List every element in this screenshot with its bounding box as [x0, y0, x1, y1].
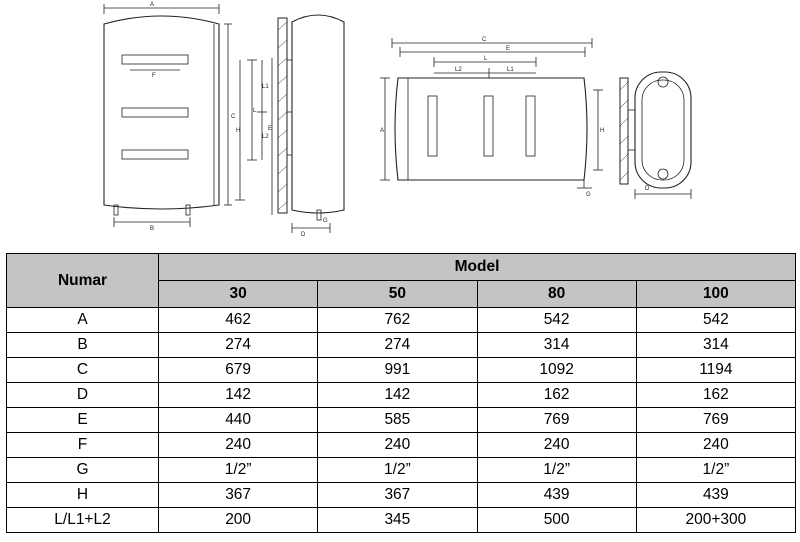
row-param: E	[7, 408, 159, 433]
table-cell: 991	[318, 358, 477, 383]
horiz-label-c: C	[482, 37, 487, 43]
table-cell: 240	[159, 433, 318, 458]
table-cell: 679	[159, 358, 318, 383]
table-cell: 1/2”	[159, 458, 318, 483]
table-cell: 274	[159, 333, 318, 358]
spec-table	[6, 253, 796, 533]
row-param: A	[7, 308, 159, 333]
front-label-f: F	[152, 73, 156, 79]
row-param: L/L1+L2	[7, 508, 159, 533]
side-label-g: G	[323, 218, 328, 224]
table-cell: 200+300	[636, 508, 795, 533]
table-row	[7, 308, 796, 333]
table-row	[7, 458, 796, 483]
spec-body	[7, 308, 796, 533]
side-label-l: L	[253, 108, 257, 114]
table-cell: 314	[636, 333, 795, 358]
table-cell: 542	[636, 308, 795, 333]
model-header: 80	[477, 281, 636, 308]
table-cell: 240	[318, 433, 477, 458]
horiz-label-g: G	[586, 192, 591, 198]
table-cell: 542	[477, 308, 636, 333]
table-cell: 162	[636, 383, 795, 408]
row-param: C	[7, 358, 159, 383]
table-cell: 769	[477, 408, 636, 433]
table-cell: 762	[318, 308, 477, 333]
table-cell: 1194	[636, 358, 795, 383]
table-cell: 439	[636, 483, 795, 508]
table-row	[7, 358, 796, 383]
side-label-e: E	[268, 126, 273, 132]
model-header: 30	[159, 281, 318, 308]
table-cell: 200	[159, 508, 318, 533]
table-row	[7, 408, 796, 433]
table-row	[7, 508, 796, 533]
table-cell: 585	[318, 408, 477, 433]
dimension-drawing-svg	[0, 0, 800, 245]
side-label-h: H	[236, 128, 241, 134]
front-label-a: A	[150, 2, 155, 8]
table-cell: 1092	[477, 358, 636, 383]
header-model: Model	[159, 254, 796, 281]
table-cell: 439	[477, 483, 636, 508]
header-numar: Numar	[7, 254, 159, 308]
row-param: B	[7, 333, 159, 358]
table-cell: 345	[318, 508, 477, 533]
side-label-l2: L2	[262, 134, 269, 140]
table-cell: 142	[159, 383, 318, 408]
horiz-label-e: E	[506, 46, 511, 52]
table-cell: 500	[477, 508, 636, 533]
row-param: G	[7, 458, 159, 483]
front-label-c: C	[231, 114, 236, 120]
table-cell: 1/2”	[477, 458, 636, 483]
horiz-label-h: H	[600, 128, 605, 134]
model-header: 100	[636, 281, 795, 308]
table-cell: 462	[159, 308, 318, 333]
table-cell: 367	[318, 483, 477, 508]
table-row	[7, 383, 796, 408]
table-row	[7, 333, 796, 358]
front-view	[104, 4, 232, 227]
side-label-l1: L1	[262, 84, 269, 90]
table-cell: 142	[318, 383, 477, 408]
side-view	[235, 15, 344, 233]
horiz-label-l1: L1	[507, 67, 514, 73]
horiz-label-a: A	[380, 128, 385, 134]
table-row	[7, 433, 796, 458]
row-param: F	[7, 433, 159, 458]
end-view	[620, 72, 691, 199]
front-label-b: B	[150, 226, 155, 232]
table-row	[7, 483, 796, 508]
table-cell: 162	[477, 383, 636, 408]
end-label-d: D	[645, 186, 650, 192]
table-cell: 769	[636, 408, 795, 433]
table-cell: 274	[318, 333, 477, 358]
table-cell: 1/2”	[318, 458, 477, 483]
table-cell: 1/2”	[636, 458, 795, 483]
horizontal-view	[380, 38, 603, 188]
technical-drawings	[0, 0, 800, 245]
table-cell: 314	[477, 333, 636, 358]
horiz-label-l2: L2	[455, 67, 462, 73]
side-label-d: D	[301, 232, 306, 238]
table-cell: 440	[159, 408, 318, 433]
model-header: 50	[318, 281, 477, 308]
table-cell: 240	[477, 433, 636, 458]
table-cell: 240	[636, 433, 795, 458]
row-param: D	[7, 383, 159, 408]
horiz-label-l: L	[484, 56, 488, 62]
row-param: H	[7, 483, 159, 508]
table-cell: 367	[159, 483, 318, 508]
